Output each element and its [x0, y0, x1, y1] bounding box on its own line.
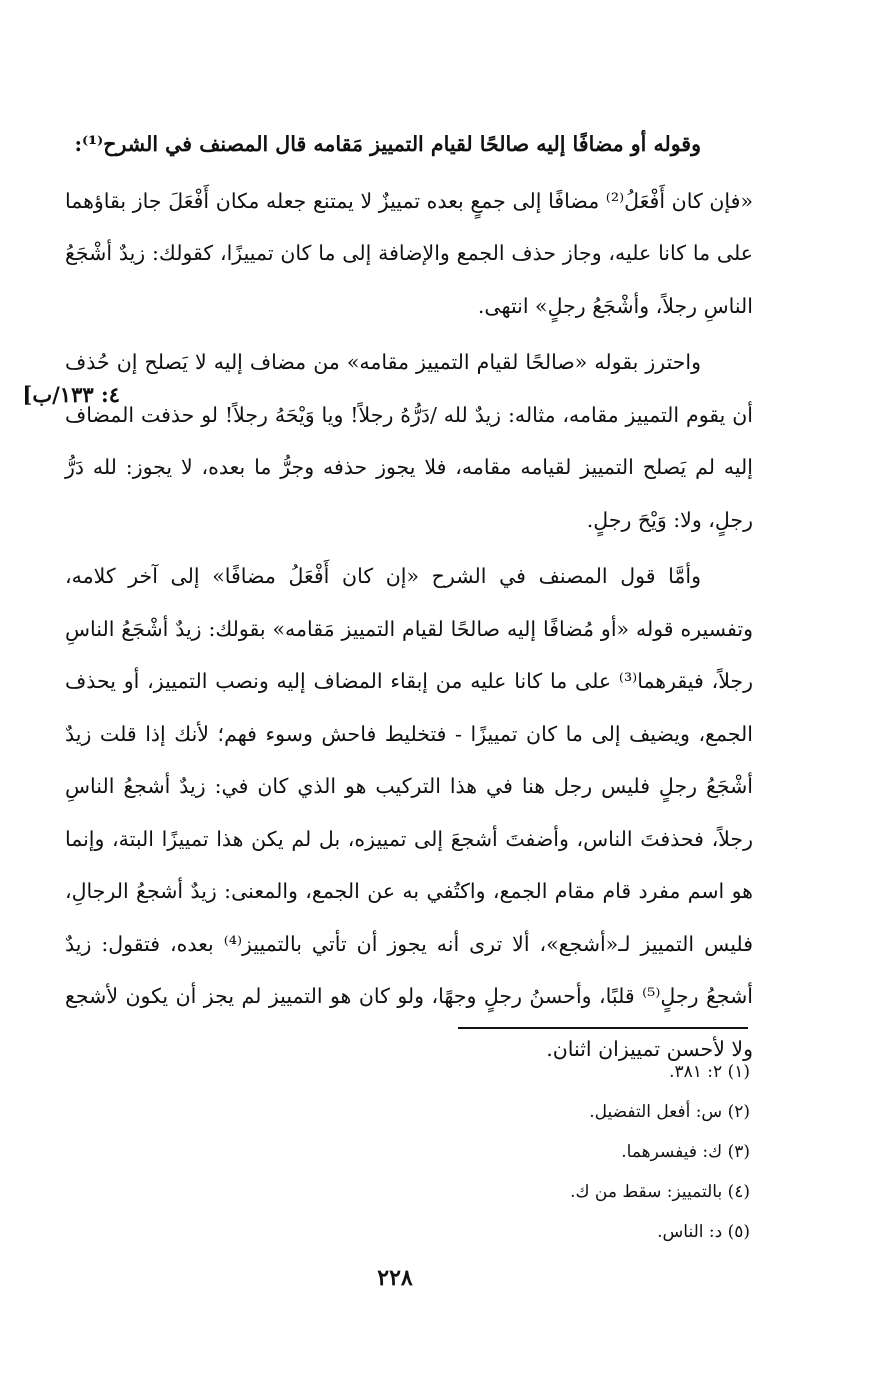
- margin-folio-note: ٤: ١٣٣/ب]: [22, 382, 120, 407]
- paragraph: وأمَّا قول المصنف في الشرح «إن كان أَفْعَلُ مضافًا» إلى آخر كلامه، وتفسيره قوله «أو مُضافًا إليه صالحًا لقيام التمييز مَقامه» بقولك: زيدٌ أشْجَعُ الناسِ رجلاً، فيقرهما⁽³⁾ على ما كانا عليه من إبقاء المضاف إليه ونصب التمييز، أو يحذف الجمع، ويضيف إلى ما كان تمييزًا - فتخليط فاحش وسوء فهم؛ لأنك إذا قلت زيدٌ أشْجَعُ رجلٍ فليس رجل هنا في هذا التركيب هو الذي كان في: زيدٌ أشجعُ الناسِ رجلاً، فحذفتَ الناس، وأضفتَ أشجعَ إلى تمييزه، بل لم يكن هذا تمييزًا البتة، وإنما هو اسم مفرد قام مقام الجمع، واكتُفي به عن الجمع، والمعنى: زيدٌ أشجعُ الرجالِ، فليس التمييز لـ«أشجع»، ألا ترى أنه يجوز أن تأتي بالتمييز⁽⁴⁾ بعده، فتقول: زيدٌ أشجعُ رجلٍ⁽⁵⁾ قلبًا، وأحسنُ رجلٍ وجهًا، ولو كان هو التمييز لم يجز أن يكون لأشجع ولا لأحسن تمييزان اثنان.: [65, 564, 754, 1061]
- footnote-item: (٢) س: أفعل التفضيل.: [589, 1102, 750, 1122]
- footnote-divider: [458, 1027, 748, 1029]
- footnote-item: (٥) د: الناس.: [657, 1222, 750, 1242]
- main-text: [65, 118, 753, 1079]
- paragraph-quote: «فإن كان أَفْعَلُ⁽²⁾ مضافًا إلى جمعٍ بعده تمييزٌ لا يمتنع جعله مكان أَفْعَلَ جاز بقاؤهما على ما كانا عليه، وجاز حذف الجمع والإضافة إلى ما كان تمييزًا، كقولك: زيدٌ أشْجَعُ الناسِ رجلاً، وأشْجَعُ رجلٍ» انتهى.: [65, 188, 753, 318]
- page-number: ٢٢٨: [377, 1265, 413, 1291]
- footnote-item: (٣) ك: فيفسرهما.: [621, 1142, 750, 1162]
- paragraph: واحترز بقوله «صالحًا لقيام التمييز مقامه» من مضاف إليه لا يَصلح إن حُذف أن يقوم التمييز مقامه، مثاله: زيدٌ لله /دَرُّهُ رجلاً! ويا وَيْحَهُ رجلاً! لو حذفت المضاف إليه لم يَصلح التمييز لقيامه مقامه، فلا يجوز حذفه وجرُّ ما بعده، لا يجوز: لله دَرُّ رجلٍ، ولا: وَيْحَ رجلٍ.: [65, 350, 753, 532]
- footnote-item: (١) ٢: ٣٨١.: [669, 1062, 750, 1082]
- paragraph-heading: وقوله أو مضافًا إليه صالحًا لقيام التمييز مَقامه قال المصنف في الشرح⁽¹⁾:: [74, 132, 701, 156]
- footnotes-list: [300, 1052, 750, 1252]
- footnote-item: (٤) بالتمييز: سقط من ك.: [570, 1182, 750, 1202]
